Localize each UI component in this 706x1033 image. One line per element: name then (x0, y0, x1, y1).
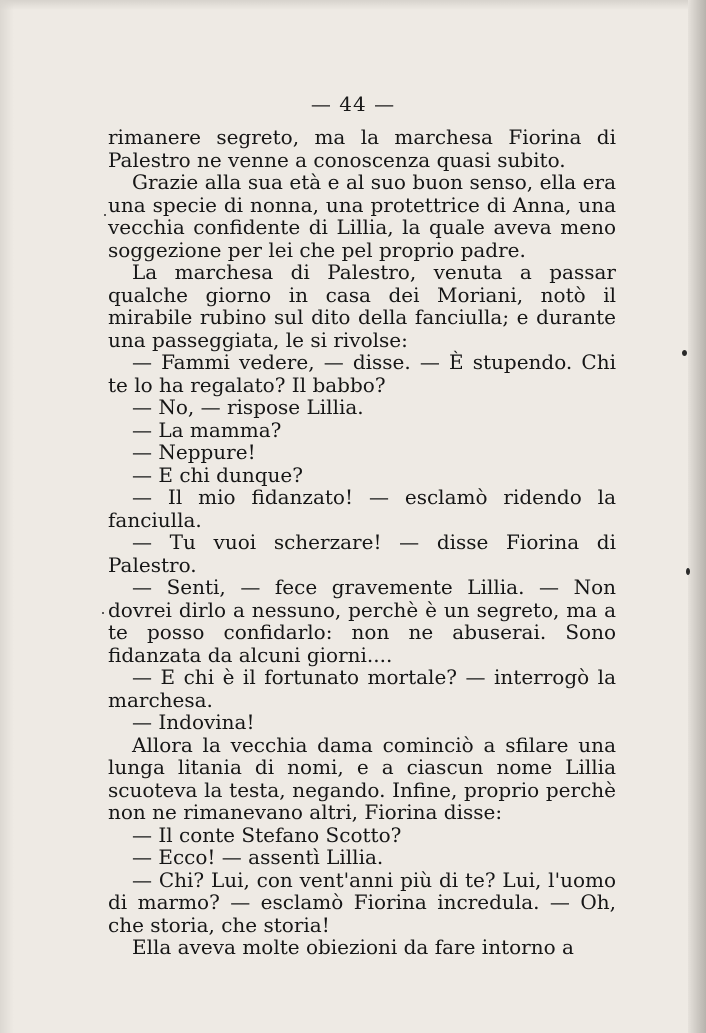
page-edge (688, 0, 706, 1033)
ink-speck (104, 214, 106, 216)
paragraph: — La mamma? (132, 417, 282, 442)
spine-shadow (0, 0, 14, 1033)
paragraph: Allora la vecchia dama cominciò a sfilare una lunga litania di nomi, e a ciascun nome Lillia scuoteva la testa, negando. Infine, proprio perchè non ne rimanevano altri, Fiorina disse: (108, 732, 616, 824)
paragraph: — No, — rispose Lillia. (132, 395, 364, 419)
page-number: — 44 — (310, 92, 396, 116)
paragraph: — Il conte Stefano Scotto? (132, 822, 402, 847)
paragraph: — Chi? Lui, con vent'anni più di te? Lui, l'uomo di marmo? — esclamò Fiorina incredula. — Oh, che storia, che storia! (108, 867, 616, 937)
paragraph: — Ecco! — assentì Lillia. (132, 845, 384, 869)
top-edge-shadow (0, 0, 706, 10)
ink-speck (682, 350, 687, 356)
paragraph: La marchesa di Palestro, venuta a passar qualche giorno in casa dei Moriani, notò il mirabile rubino sul dito della fanciulla; e durante una passeggiata, le si rivolse: (108, 260, 616, 352)
paragraph: — E chi è il fortunato mortale? — interrogò la marchesa. (108, 665, 616, 712)
paragraph: — Neppure! (132, 440, 256, 464)
paragraph: Grazie alla sua età e al suo buon senso, ella era una specie di nonna, una protettrice di Anna, una vecchia confidente di Lillia, la quale aveva meno soggezione per lei che pel proprio padre. (108, 170, 616, 262)
paragraph: rimanere segreto, ma la marchesa Fiorina di Palestro ne venne a conoscenza quasi subito. (108, 125, 616, 172)
paragraph: — Tu vuoi scherzare! — disse Fiorina di Palestro. (108, 530, 616, 577)
paragraph: — E chi dunque? (132, 462, 303, 487)
paragraph: — Indovina! (132, 710, 255, 734)
paragraph: — Il mio fidanzato! — esclamò ridendo la fanciulla. (108, 485, 616, 532)
paragraph: Ella aveva molte obiezioni da fare intorno a (132, 935, 574, 959)
paragraph: — Senti, — fece gravemente Lillia. — Non dovrei dirlo a nessuno, perchè è un segreto, ma a te posso confidarlo: non ne abuserai. Sono fidanzata da alcuni giorni.... (108, 575, 616, 667)
paragraph: — Fammi vedere, — disse. — È stupendo. Chi te lo ha regalato? Il babbo? (108, 350, 616, 397)
ink-speck (102, 612, 104, 614)
ink-speck (686, 568, 690, 575)
body-text (108, 126, 616, 959)
